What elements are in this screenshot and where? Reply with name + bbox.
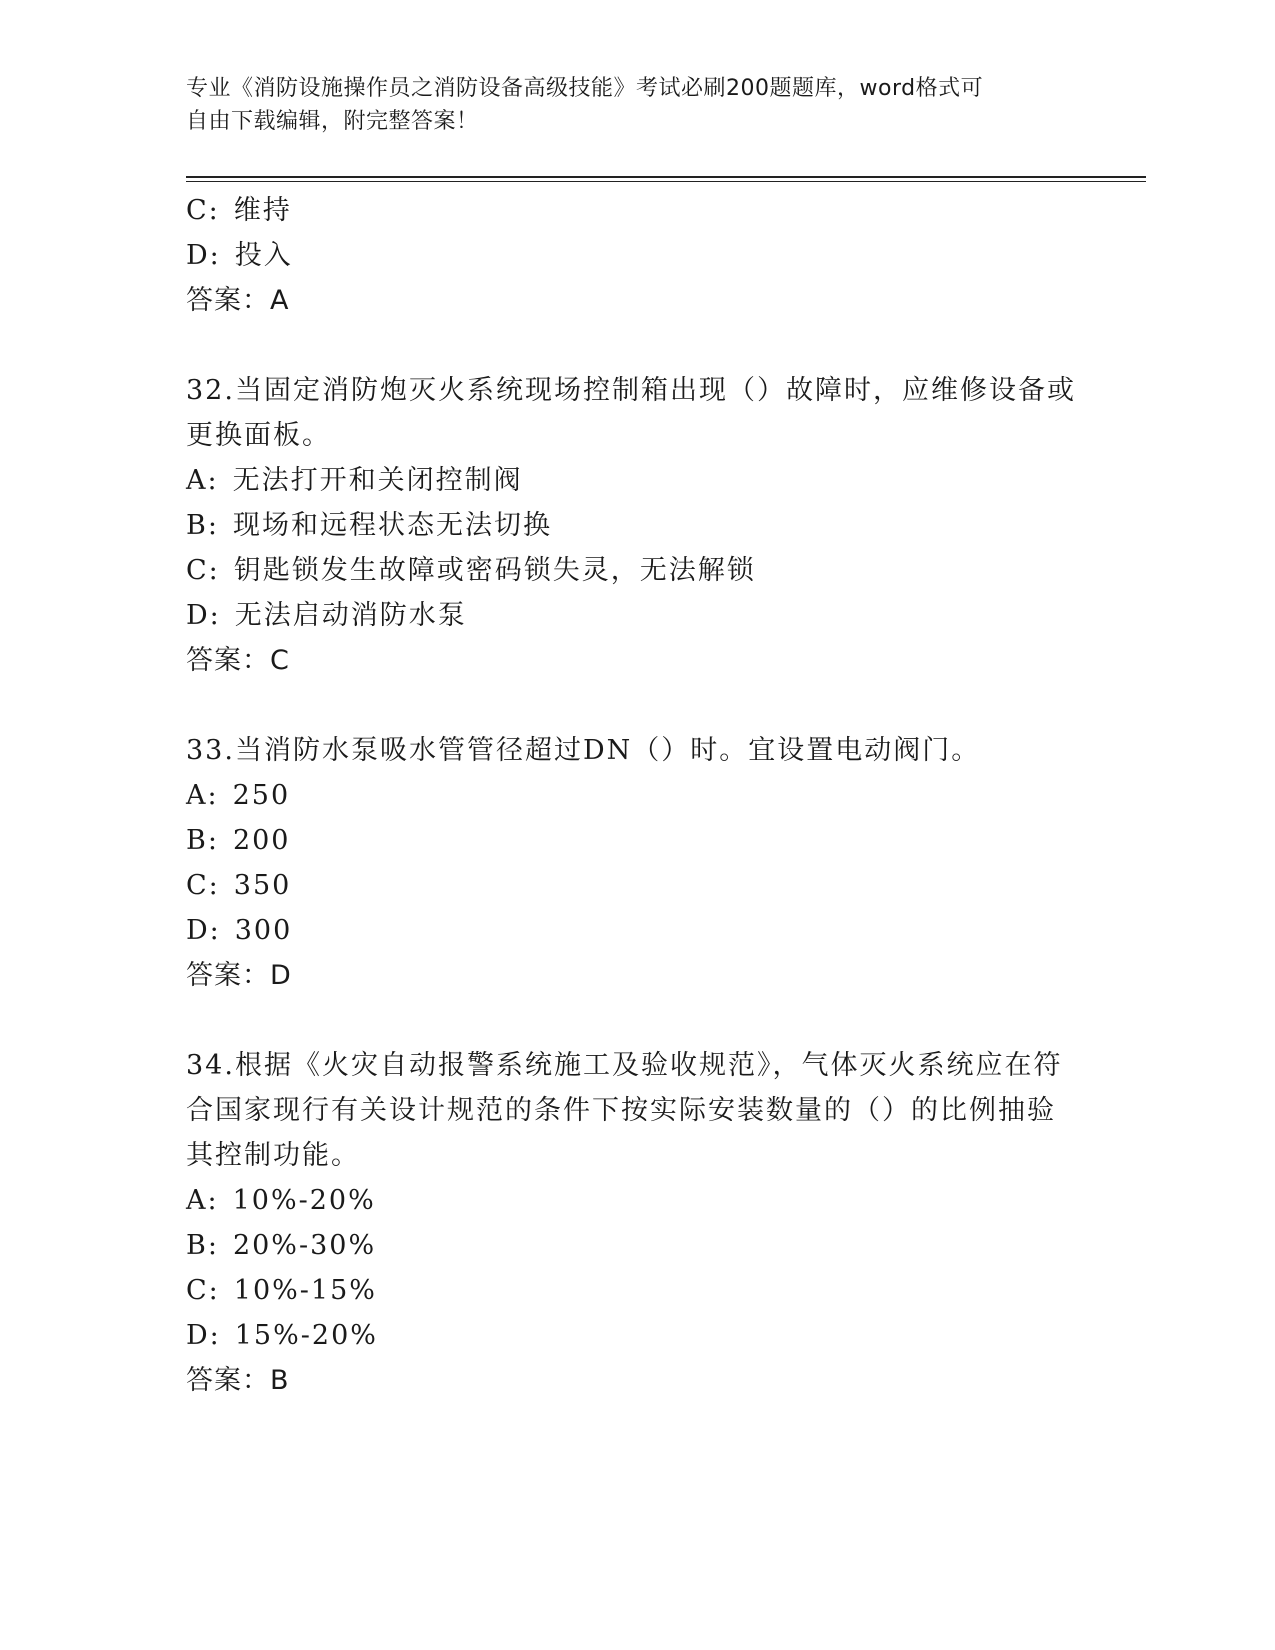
option-c: C: 维持 (186, 195, 292, 226)
question-list (186, 188, 1086, 1403)
header-line-1: 专业《消防设施操作员之消防设备高级技能》考试必刷200题题库，word格式可 (186, 76, 984, 101)
option-b: B: 200 (186, 825, 291, 856)
question-text: 其控制功能。 (186, 1140, 360, 1171)
question-text: 32.当固定消防炮灭火系统现场控制箱出现（）故障时，应维修设备或 (186, 375, 1076, 406)
option-a: A: 10%-20% (186, 1185, 376, 1216)
question-34 (186, 1043, 1086, 1403)
answer-line: 答案：B (186, 1365, 290, 1396)
option-d: D: 无法启动消防水泵 (186, 600, 467, 631)
question-text: 33.当消防水泵吸水管管径超过DN（）时。宜设置电动阀门。 (186, 735, 981, 766)
option-d: D: 15%-20% (186, 1320, 378, 1351)
option-d: D: 投入 (186, 240, 293, 271)
option-a: A: 250 (186, 780, 291, 811)
answer-line: 答案：A (186, 285, 290, 316)
answer-line: 答案：D (186, 960, 292, 991)
header-line-2: 自由下载编辑，附完整答案！ (186, 109, 479, 134)
question-text: 34.根据《火灾自动报警系统施工及验收规范》，气体灭火系统应在符 (186, 1050, 1063, 1081)
option-a: A: 无法打开和关闭控制阀 (186, 465, 523, 496)
answer-line: 答案：C (186, 645, 290, 676)
header-rule-thick (186, 176, 1146, 178)
question-32 (186, 368, 1086, 683)
question-text: 更换面板。 (186, 420, 331, 451)
partial-question (186, 188, 1086, 323)
option-d: D: 300 (186, 915, 293, 946)
option-c: C: 10%-15% (186, 1275, 377, 1306)
header-rule-thin (186, 181, 1146, 182)
option-c: C: 钥匙锁发生故障或密码锁失灵，无法解锁 (186, 555, 756, 586)
question-33 (186, 728, 1086, 998)
document-header (186, 72, 1086, 138)
option-b: B: 现场和远程状态无法切换 (186, 510, 552, 541)
option-c: C: 350 (186, 870, 292, 901)
question-text: 合国家现行有关设计规范的条件下按实际安装数量的（）的比例抽验 (186, 1095, 1056, 1126)
option-b: B: 20%-30% (186, 1230, 377, 1261)
